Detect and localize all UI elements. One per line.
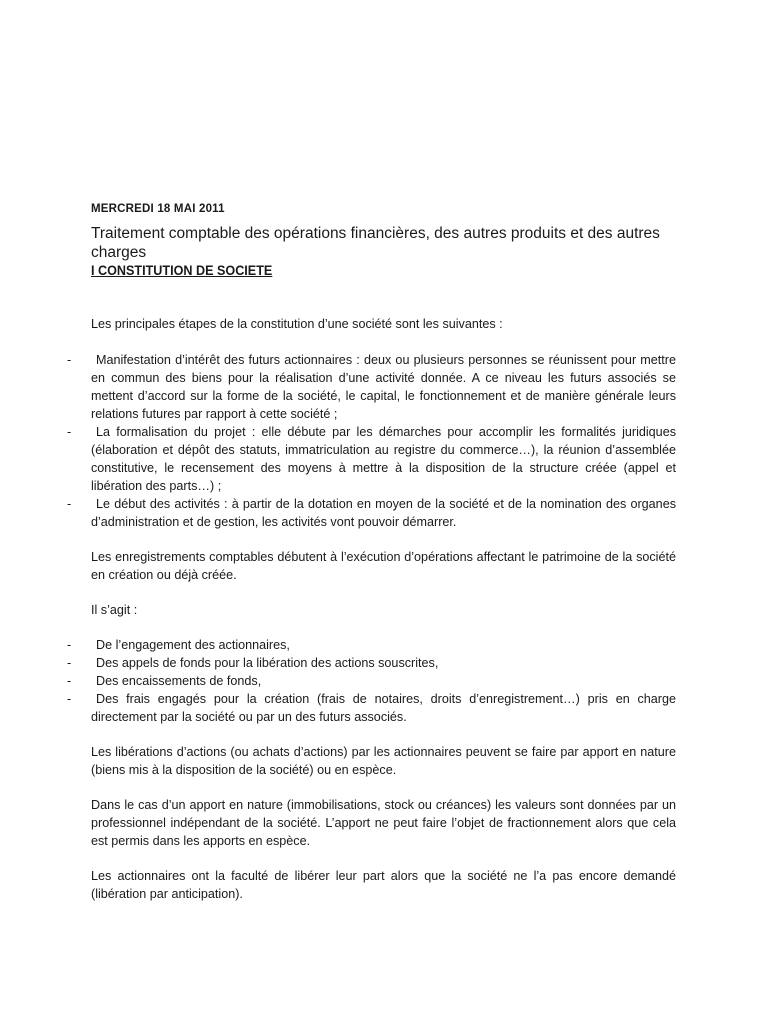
document-body (67, 315, 676, 903)
list-item-text: Des appels de fonds pour la libération des actions souscrites, (96, 656, 439, 670)
list-item-text: Le début des activités : à partir de la dotation en moyen de la société et de la nomination des organes d’administration et de gestion, les activités vont pouvoir démarrer. (91, 497, 676, 529)
list-dash: - (67, 656, 72, 670)
list-dash: - (67, 638, 72, 652)
list-item-text: Des encaissements de fonds, (96, 674, 262, 688)
section-heading: I CONSTITUTION DE SOCIETE (91, 262, 273, 278)
list-dash: - (67, 497, 72, 511)
il-sagit-paragraph: Il s’agit : (91, 603, 138, 617)
list-item (67, 654, 676, 672)
list-dash: - (67, 674, 72, 688)
list-item-text: Des frais engagés pour la création (frais de notaires, droits d’enregistrement…) pris en charge directement par la société ou par un des futurs associés. (91, 692, 676, 724)
liberations-paragraph: Les libérations d’actions (ou achats d’actions) par les actionnaires peuvent se faire par apport en nature (biens mis à la disposition de la société) ou en espèce. (91, 745, 676, 777)
list-item-text: Manifestation d’intérêt des futurs actionnaires : deux ou plusieurs personnes se réunissent pour mettre en commun des biens pour la réalisation d’une activité donnée. A ce niveau les futurs associés se mettent d’accord sur la forme de la société, le capital, le fonctionnement et de manière générale leurs relations futures par rapport à cette société ; (91, 353, 676, 421)
list-item (67, 423, 676, 495)
anticipation-paragraph: Les actionnaires ont la faculté de libérer leur part alors que la société ne l’a pas encore demandé (libération par anticipation). (91, 869, 676, 901)
enregistrements-paragraph: Les enregistrements comptables débutent à l’exécution d’opérations affectant le patrimoine de la société en création ou déjà créée. (91, 550, 676, 582)
list-item (67, 351, 676, 423)
operations-list (67, 636, 676, 726)
list-item-text: De l’engagement des actionnaires, (96, 638, 290, 652)
intro-paragraph: Les principales étapes de la constitution d’une société sont les suivantes : (91, 317, 503, 331)
document-title: Traitement comptable des opérations financières, des autres produits et des autres charges (91, 225, 660, 261)
list-item (67, 690, 676, 726)
list-item (67, 495, 676, 531)
list-dash: - (67, 353, 72, 367)
list-item-text: La formalisation du projet : elle débute par les démarches pour accomplir les formalités juridiques (élaboration et dépôt des statuts, immatriculation au registre du commerce…), la réunion d’assemblée constitutive, le recensement des moyens à mettre à la disposition de la structure créée (appel et libération des parts…) ; (91, 425, 676, 493)
list-dash: - (67, 692, 72, 706)
list-item (67, 672, 676, 690)
list-item (67, 636, 676, 654)
document-date: MERCREDI 18 MAI 2011 (91, 203, 225, 215)
list-dash: - (67, 425, 72, 439)
steps-list (67, 351, 676, 531)
apport-nature-paragraph: Dans le cas d’un apport en nature (immobilisations, stock ou créances) les valeurs sont données par un professionnel indépendant de la société. L’apport ne peut faire l’objet de fractionnement alors que cela est permis dans les apports en espèce. (91, 798, 676, 848)
